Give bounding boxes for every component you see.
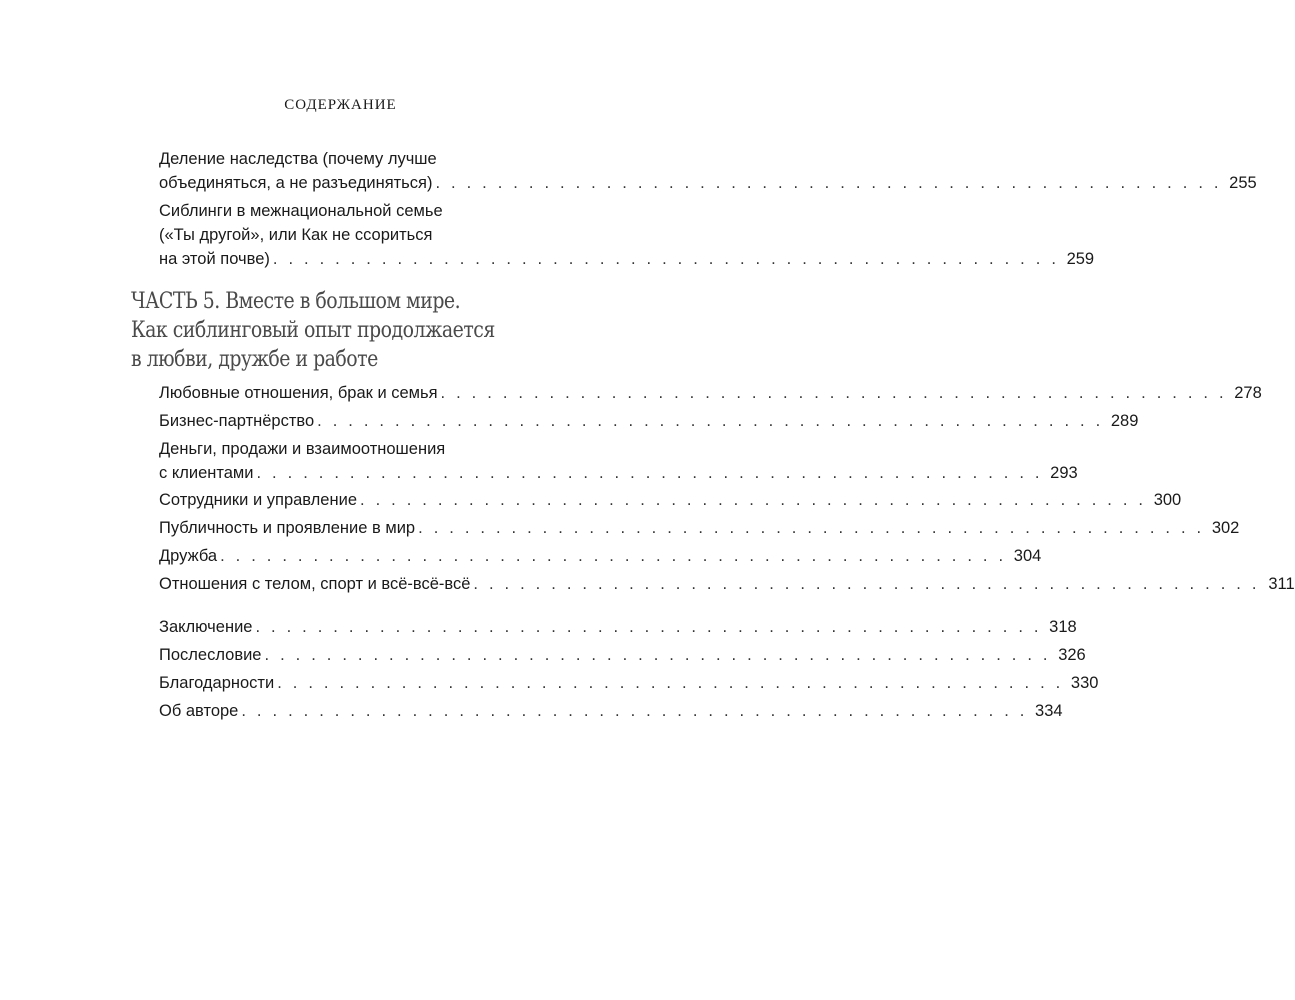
toc-entry[interactable] [159,516,1240,540]
toc-entry[interactable] [159,409,1139,433]
toc-entry-line: Деление наследства (почему лучше [159,150,437,168]
toc-entry-title: Бизнес-партнёрство [159,412,315,430]
leader-dots: . . . . . . . . . . . . . . . . . . . . . . . . . . . . . . . . . . . . . . . . . . . . . . . . . . . [277,674,1064,692]
toc-entry-title: Благодарности [159,674,275,692]
toc-page-number: 302 [1211,519,1240,537]
toc-page-number: 326 [1058,646,1086,664]
toc-entry-line: Сиблинги в межнациональной семье [159,202,443,220]
toc-page-number: 289 [1110,412,1139,430]
part-heading-line: в любви, дружбе и работе [131,347,378,372]
toc-entry-line: («Ты другой», или Как не ссориться [159,226,433,244]
toc-page-number: 311 [1268,575,1295,593]
toc-page-number: 330 [1070,674,1099,692]
toc-entry-title: Дружба [159,547,218,565]
toc-entry[interactable] [159,615,1077,639]
toc-entry-title: Об авторе [159,702,239,720]
toc-page-number: 293 [1050,464,1078,482]
toc-entry[interactable] [159,544,1042,568]
toc-page-number: 255 [1229,174,1257,192]
toc-entry[interactable] [159,488,1182,512]
toc-page-number: 259 [1066,250,1095,268]
leader-dots: . . . . . . . . . . . . . . . . . . . . . . . . . . . . . . . . . . . . . . . . . . . . . . . . . . . [473,575,1260,593]
toc-entry-title: объединяться, а не разъединяться) [159,174,433,192]
toc-entry-title: Любовные отношения, брак и семья [159,384,438,402]
leader-dots: . . . . . . . . . . . . . . . . . . . . . . . . . . . . . . . . . . . . . . . . . . . . . . . . . . . [255,618,1042,636]
running-head: СОДЕРЖАНИЕ [284,97,397,113]
leader-dots: . . . . . . . . . . . . . . . . . . . . . . . . . . . . . . . . . . . . . . . . . . . . . . . . . . . [435,174,1222,192]
toc-page-number: 304 [1013,547,1042,565]
toc-entry[interactable] [159,699,1063,723]
toc-entry[interactable] [159,572,1295,596]
toc-entry-title: на этой почве) [159,250,270,268]
leader-dots: . . . . . . . . . . . . . . . . . . . . . . . . . . . . . . . . . . . . . . . . . . . . . . . . . . . [440,384,1227,402]
toc-page-number: 300 [1153,491,1182,509]
toc-entry-title: Заключение [159,618,253,636]
toc-entry[interactable] [159,381,1262,405]
toc-entry-title: с клиентами [159,464,254,482]
toc-entry-title: Публичность и проявление в мир [159,519,416,537]
leader-dots: . . . . . . . . . . . . . . . . . . . . . . . . . . . . . . . . . . . . . . . . . . . . . . . . . . . [418,519,1205,537]
toc-entry-line: Деньги, продажи и взаимоотношения [159,440,446,458]
toc-page-number: 278 [1234,384,1262,402]
toc-entry[interactable] [159,643,1086,667]
part-heading-line: Как сиблинговый опыт продолжается [131,318,495,343]
leader-dots: . . . . . . . . . . . . . . . . . . . . . . . . . . . . . . . . . . . . . . . . . . . . . . . . . . . [256,464,1043,482]
toc-entry[interactable] [159,671,1099,695]
toc-entry-title: Сотрудники и управление [159,491,357,509]
leader-dots: . . . . . . . . . . . . . . . . . . . . . . . . . . . . . . . . . . . . . . . . . . . . . . . . . . . [360,491,1147,509]
toc-entry-title: Послесловие [159,646,262,664]
toc-page-number: 334 [1035,702,1063,720]
part-heading[interactable] [131,287,509,374]
toc-entry[interactable] [159,199,1095,271]
toc-entry[interactable] [159,437,1078,485]
toc-entry-title: Отношения с телом, спорт и всё-всё-всё [159,575,471,593]
leader-dots: . . . . . . . . . . . . . . . . . . . . . . . . . . . . . . . . . . . . . . . . . . . . . . . . . . . [241,702,1028,720]
leader-dots: . . . . . . . . . . . . . . . . . . . . . . . . . . . . . . . . . . . . . . . . . . . . . . . . . . . [220,547,1007,565]
part-heading-line: ЧАСТЬ 5. Вместе в большом мире. [131,289,461,314]
leader-dots: . . . . . . . . . . . . . . . . . . . . . . . . . . . . . . . . . . . . . . . . . . . . . . . . . . . [264,646,1051,664]
toc-entry[interactable] [159,147,1257,195]
leader-dots: . . . . . . . . . . . . . . . . . . . . . . . . . . . . . . . . . . . . . . . . . . . . . . . . . . . [272,250,1060,268]
toc-page-number: 318 [1049,618,1077,636]
leader-dots: . . . . . . . . . . . . . . . . . . . . . . . . . . . . . . . . . . . . . . . . . . . . . . . . . . . [317,412,1104,430]
